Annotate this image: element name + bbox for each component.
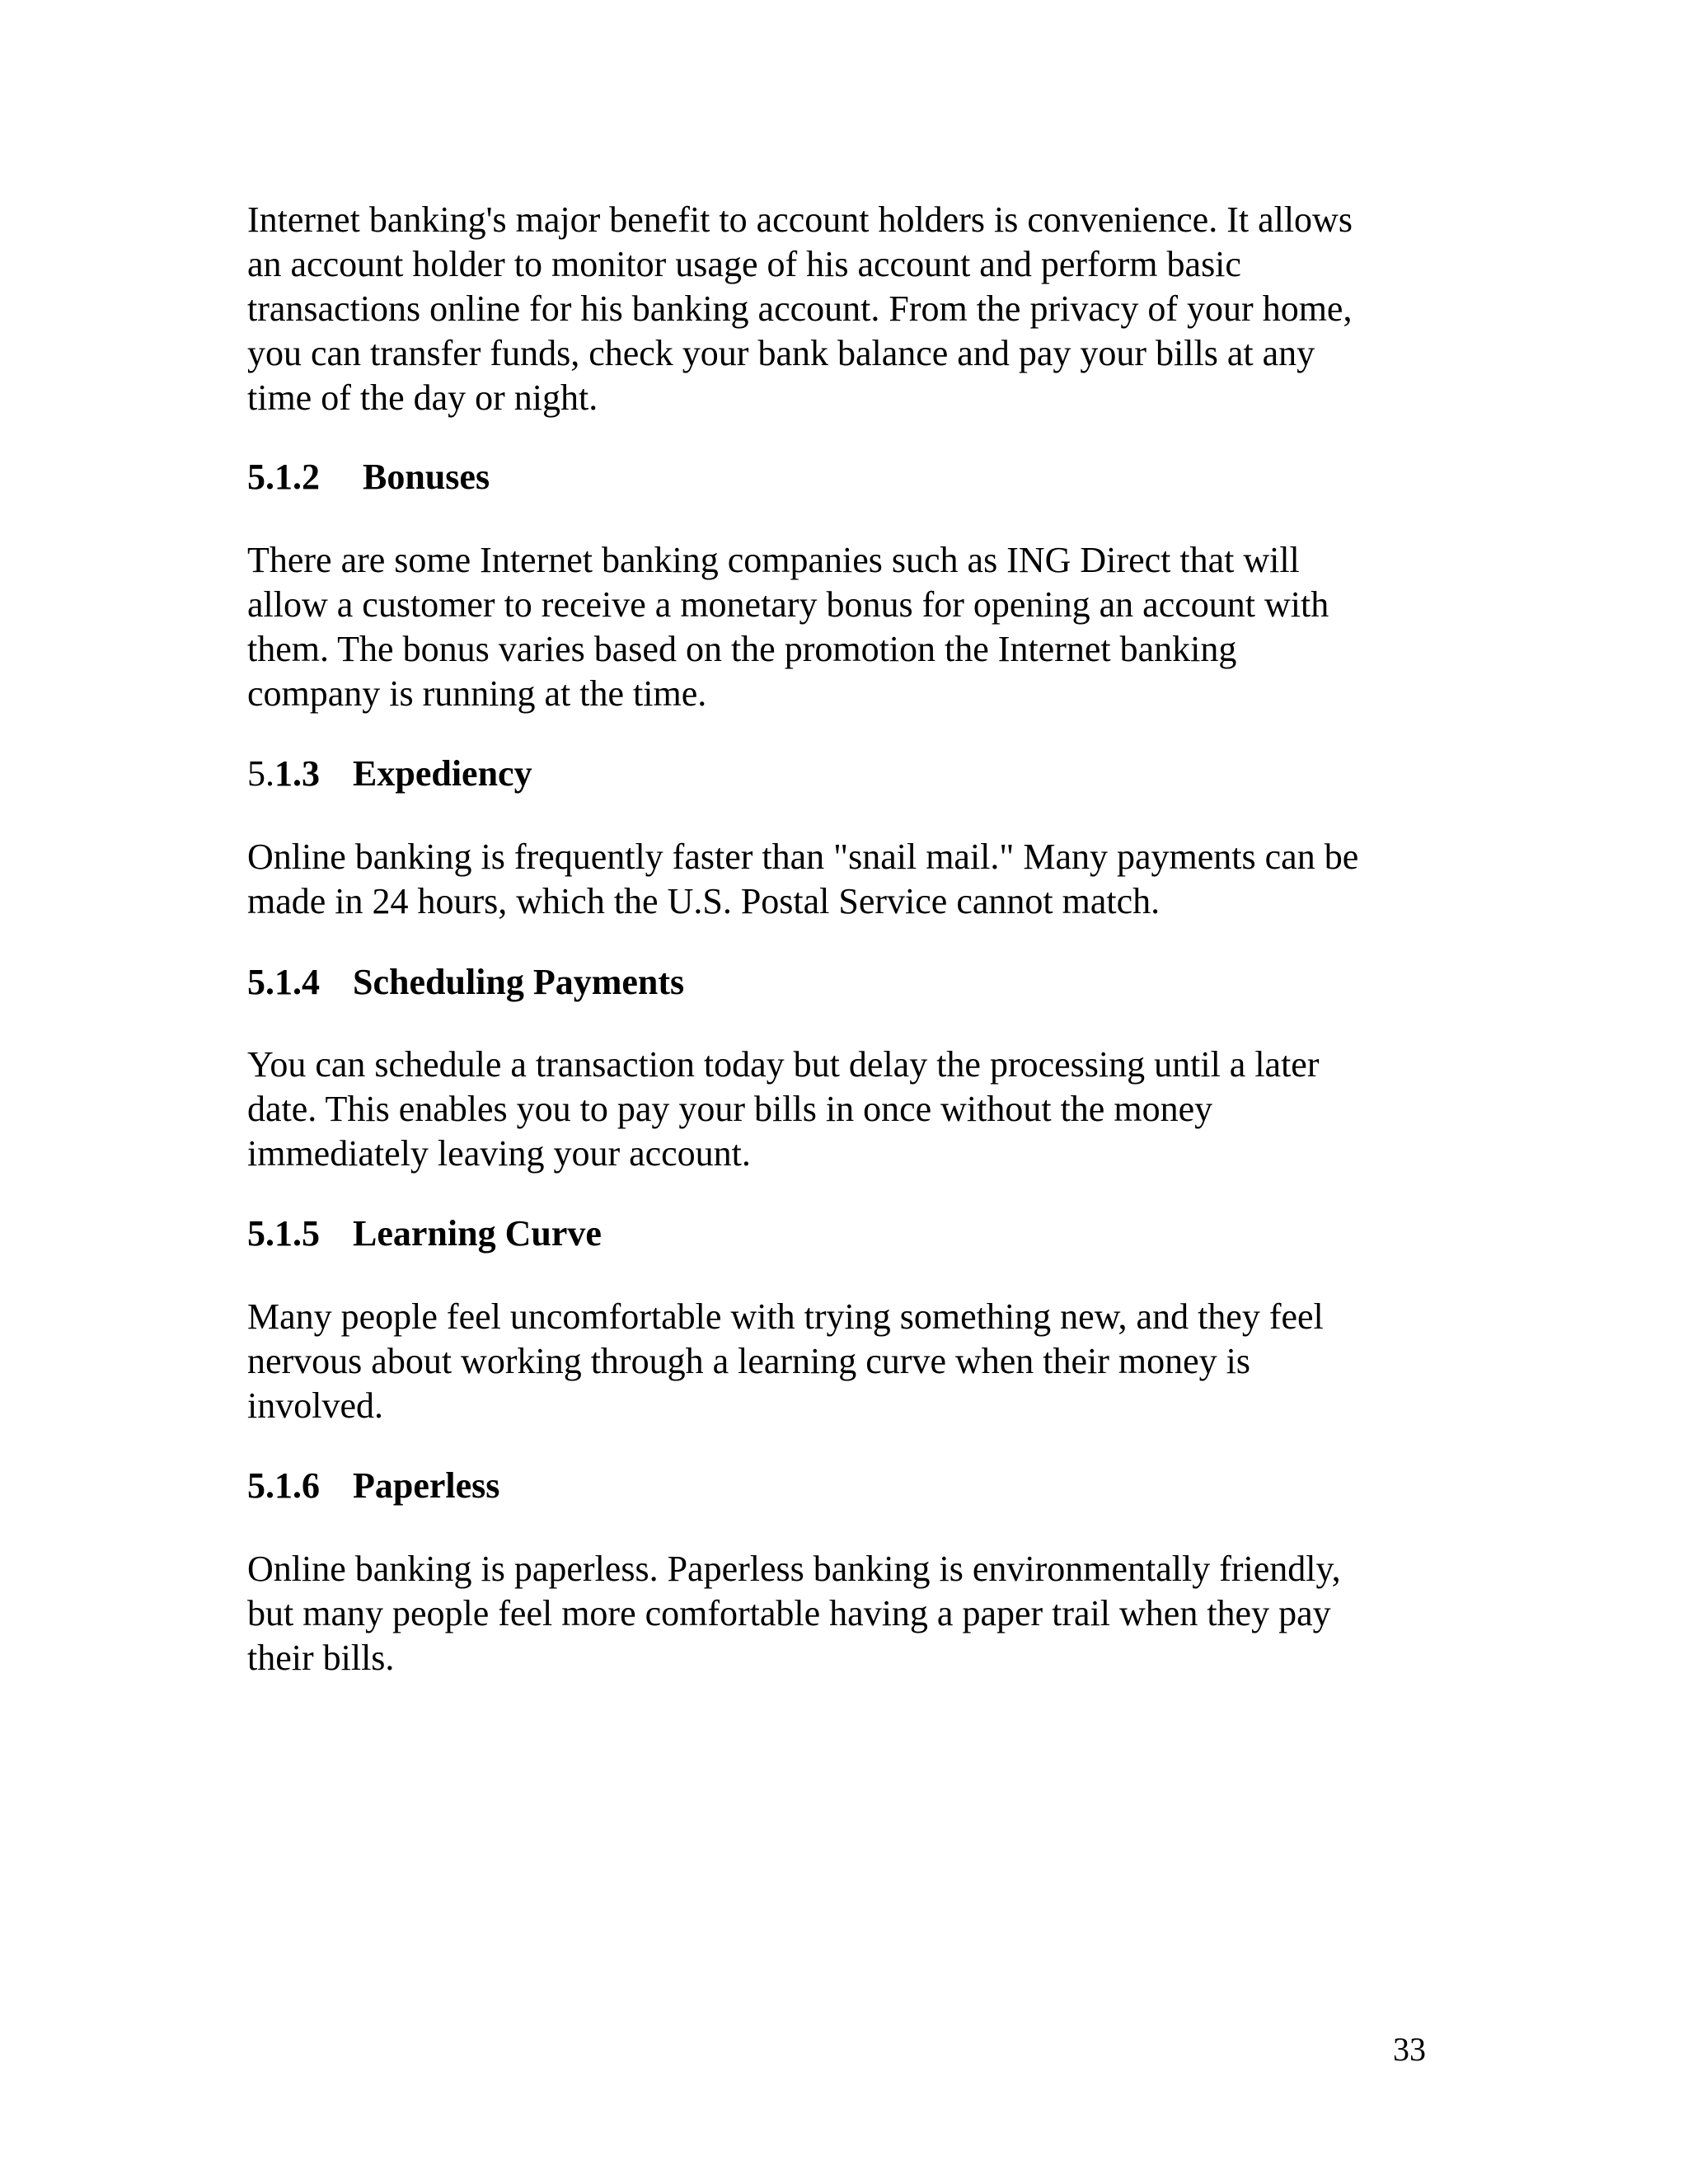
paragraph-line: allow a customer to receive a monetary bonus for opening an account with [247, 584, 1329, 625]
paragraph-line: time of the day or night. [247, 377, 598, 418]
section-heading-expediency [247, 752, 532, 796]
section-heading-scheduling-payments [247, 960, 684, 1005]
section-title: Learning Curve [353, 1213, 602, 1254]
paragraph-line: You can schedule a transaction today but delay the processing until a later [247, 1044, 1320, 1085]
page-number: 33 [1393, 2031, 1426, 2068]
expediency-paragraph [247, 835, 1451, 924]
paragraph-line: immediately leaving your account. [247, 1133, 751, 1174]
section-title: Expediency [353, 753, 532, 794]
section-number-rest: 1.3 [274, 753, 320, 794]
paragraph-line: involved. [247, 1385, 383, 1426]
scheduling-payments-paragraph [247, 1043, 1451, 1176]
paragraph-line: them. The bonus varies based on the promotion the Internet banking [247, 629, 1237, 669]
section-number-prefix: 5. [247, 753, 274, 794]
paragraph-line: but many people feel more comfortable having a paper trail when they pay [247, 1593, 1331, 1633]
paragraph-line: Online banking is paperless. Paperless banking is environmentally friendly, [247, 1549, 1341, 1589]
paragraph-line: Online banking is frequently faster than "snail mail." Many payments can be [247, 837, 1359, 877]
paragraph-line: their bills. [247, 1638, 395, 1678]
bonuses-paragraph [247, 538, 1451, 716]
section-number [247, 752, 353, 796]
paragraph-line: transactions online for his banking account. From the privacy of your home, [247, 288, 1353, 329]
paragraph-line: you can transfer funds, check your bank balance and pay your bills at any [247, 333, 1315, 373]
section-heading-learning-curve [247, 1212, 602, 1256]
learning-curve-paragraph [247, 1295, 1451, 1428]
paragraph-line: an account holder to monitor usage of his account and perform basic [247, 244, 1241, 284]
paragraph-line: Many people feel uncomfortable with trying something new, and they feel [247, 1296, 1324, 1337]
section-title: Scheduling Payments [353, 962, 685, 1002]
paragraph-line: nervous about working through a learning curve when their money is [247, 1341, 1251, 1381]
paragraph-line: date. This enables you to pay your bills in once without the money [247, 1089, 1213, 1129]
section-title: Bonuses [363, 457, 490, 497]
document-page [247, 0, 1451, 2184]
paragraph-line: There are some Internet banking companies such as ING Direct that will [247, 540, 1300, 580]
section-number: 5.1.5 [247, 1213, 320, 1254]
paragraph-line: Internet banking's major benefit to account holders is convenience. It allows [247, 199, 1353, 240]
section-title: Paperless [353, 1465, 500, 1506]
section-number: 5.1.2 [247, 457, 320, 497]
section-heading-paperless [247, 1464, 499, 1508]
section-number: 5.1.6 [247, 1465, 320, 1506]
paperless-paragraph [247, 1547, 1451, 1680]
section-heading-bonuses [247, 455, 490, 499]
paragraph-line: company is running at the time. [247, 673, 707, 714]
intro-paragraph [247, 198, 1451, 420]
paragraph-line: made in 24 hours, which the U.S. Postal Service cannot match. [247, 881, 1160, 921]
section-number: 5.1.4 [247, 962, 320, 1002]
